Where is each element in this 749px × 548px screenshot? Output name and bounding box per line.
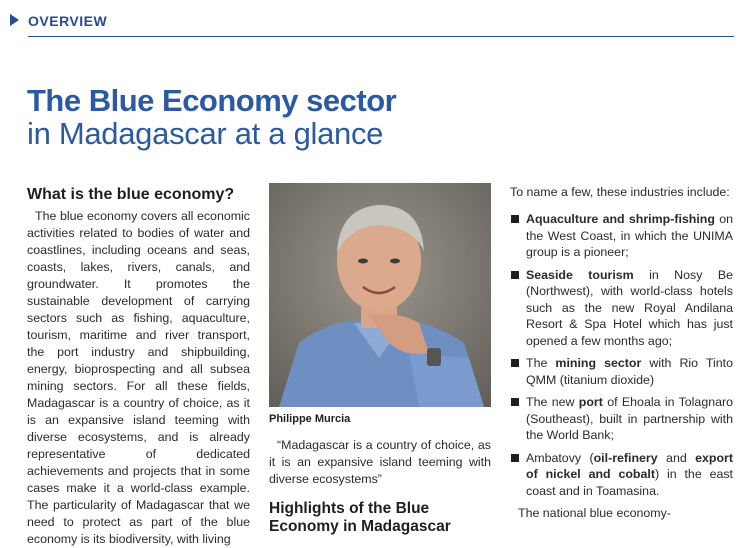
list-item [510,355,733,388]
bullet-square-icon [511,271,519,279]
list-item-prefix: Ambatovy ( [526,450,594,465]
section-header [10,10,734,38]
column-right [510,184,733,522]
industries-intro: To name a few, these industries include: [510,185,730,199]
list-item-bold: oil-refinery [593,450,658,465]
list-item [510,267,733,350]
bullet-square-icon [511,359,519,367]
list-item-text: ) in the east coast and in Toamasina. [526,467,734,498]
portrait-photo [269,183,491,407]
blue-economy-heading: What is the blue economy? [27,186,235,203]
highlights-heading: Highlights of the Blue Economy in Madagascar [269,500,451,535]
list-item-bold: Seaside tourism [526,267,634,282]
list-item-text: with Rio Tinto QMM (titanium dioxide) [526,356,733,387]
list-item-text: on the West Coast, in which the UNIMA group is a pioneer; [526,212,734,259]
bullet-square-icon [511,454,519,462]
list-item [510,450,733,500]
bullet-square-icon [511,398,519,406]
list-item-prefix: The [526,356,556,370]
trailing-paragraph: The national blue economy- [518,506,671,520]
list-item-text: in Nosy Be (Northwest), with world-class hotels such as the new Royal Andilana Resort & Spa Hotel which has just opened a few months ago; [526,267,733,348]
section-label: OVERVIEW [28,13,108,29]
list-item-text: of Ehoala in Tolagnaro (Southeast), built in partnership with the World Bank; [526,395,734,442]
portrait-illustration [269,183,491,407]
chevron-right-icon [10,14,19,26]
list-item-bold: Aquaculture and shrimp-fishing [526,212,715,226]
list-item-prefix: The new [526,395,579,409]
blue-economy-paragraph: The blue economy covers all economic activities related to bodies of water and coastlines, including oceans and seas, coasts, lakes, rivers, canals, and groundwater. It promotes the sustainable development of carrying sectors such as fishing, aquaculture, tourism, maritime and river transport, the port industry and shipbuilding, energy, bioprospecting and all subsea mining sectors. For all these fields, Madagascar is a country of choice, as it is an expansive island teeming with diverse ecosystems, and is already representative of dedicated achievements and projects that in some cases make it a world-class example. The particularity of Madagascar that we need to protect as part of the blue economy is its biodiversity, with living [27,209,250,546]
list-item [510,211,733,261]
industries-list [510,211,733,499]
page-title-line1: The Blue Economy sector [27,83,397,118]
list-item-bold: mining sector [555,356,642,370]
column-left [27,186,250,548]
photo-caption: Philippe Murcia [269,413,351,425]
section-divider [28,36,734,37]
list-item-bold: port [578,395,603,409]
list-item-bold: export of nickel and cobalt [526,450,733,481]
pull-quote: “Madagascar is a country of choice, as it is an expansive island teeming with diverse ecosystems” [269,438,491,486]
bullet-square-icon [511,215,519,223]
page-title-line2: in Madagascar at a glance [27,116,384,151]
list-item [510,394,733,444]
list-item-mid: and [657,450,696,465]
